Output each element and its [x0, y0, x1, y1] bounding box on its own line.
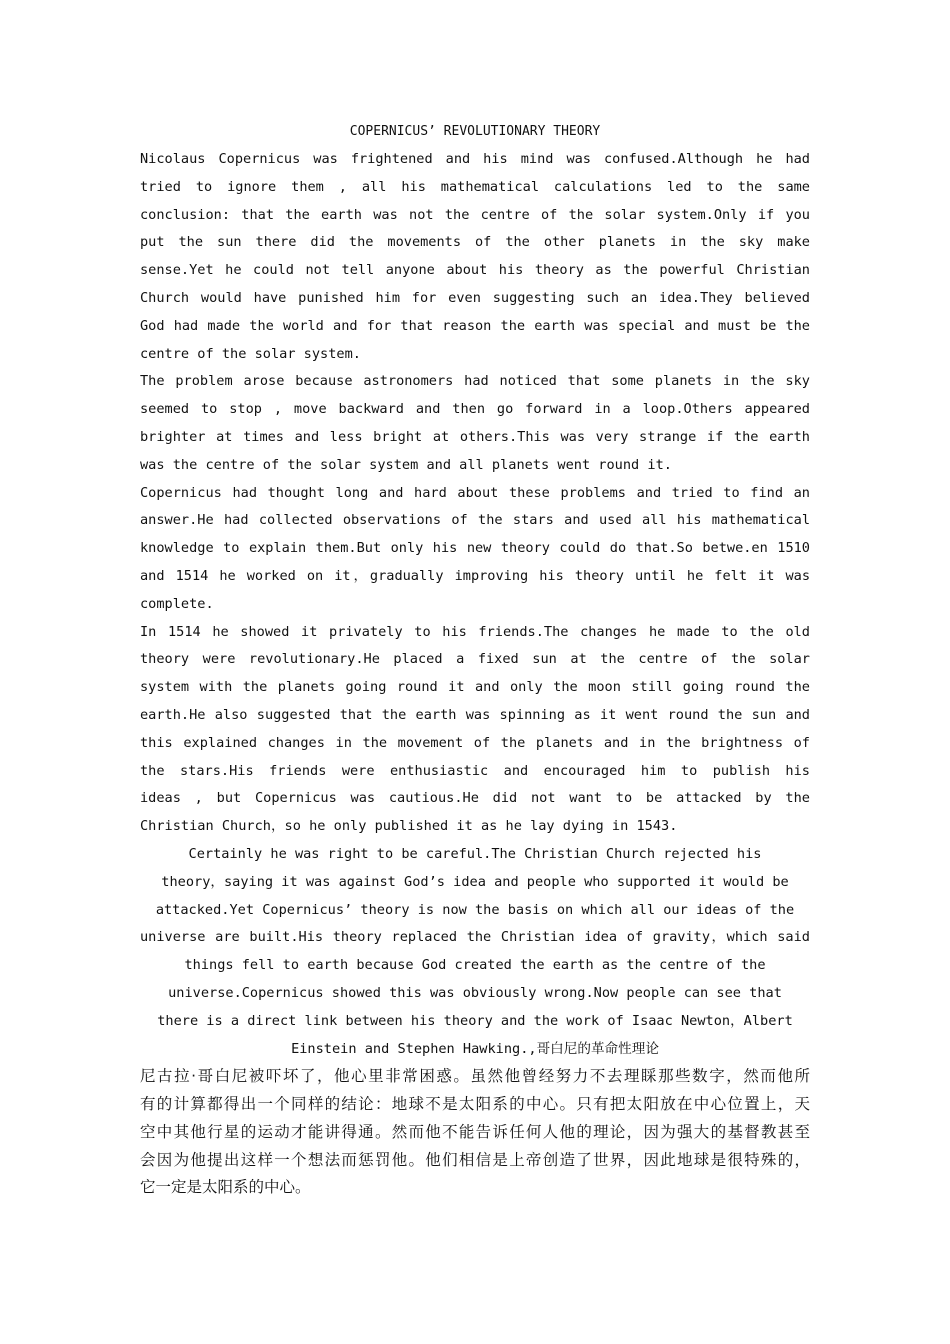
text-line: there is a direct link between his theory and the work of Isaac Newton，Albert	[157, 1012, 793, 1029]
text-line: 会因为他提出这样一个想法而惩罚他。他们相信是上帝创造了世界，因此地球是很特殊的，	[140, 1150, 810, 1169]
text-line: and 1514 he worked on it，gradually improving his theory until he felt it was	[140, 567, 810, 584]
text-line: knowledge to explain them.But only his new theory could do that.So betwe.en 1510	[140, 540, 810, 557]
text-line: 有的计算都得出一个同样的结论：地球不是太阳系的中心。只有把太阳放在中心位置上，天	[140, 1095, 810, 1114]
text-line: seemed to stop , move backward and then go forward in a loop.Others appeared	[140, 401, 810, 418]
text-line: this explained changes in the movement of the planets and in the brightness of	[140, 734, 810, 751]
chinese-paragraph	[140, 1063, 810, 1202]
text-line: was the centre of the solar system and all planets went round it.	[140, 456, 672, 473]
text-line: Copernicus had thought long and hard about these problems and tried to find an	[140, 484, 810, 501]
text-line: 尼古拉·哥白尼被吓坏了，他心里非常困惑。虽然他曾经努力不去理睬那些数字，然而他所	[140, 1067, 810, 1086]
paragraph-3	[140, 480, 810, 619]
text-line: The problem arose because astronomers had noticed that some planets in the sky	[140, 373, 810, 390]
text-line: Christian Church，so he only published it as he lay dying in 1543.	[140, 818, 678, 835]
document-title: COPERNICUS’ REVOLUTIONARY THEORY	[349, 124, 601, 139]
text-line: put the sun there did the movements of the other planets in the sky make	[140, 234, 810, 251]
text-line: sense.Yet he could not tell anyone about his theory as the powerful Christian	[140, 262, 810, 279]
text-line: universe are built.His theory replaced the Christian idea of gravity，which said	[140, 929, 810, 946]
paragraph-5	[140, 841, 810, 1063]
text-line: attacked.Yet Copernicus’ theory is now the basis on which all our ideas of the	[155, 901, 795, 918]
text-line: In 1514 he showed it privately to his friends.The changes he made to the old	[140, 623, 810, 640]
document-page	[140, 118, 810, 1202]
text-line: the stars.His friends were enthusiastic and encouraged him to publish his	[140, 762, 810, 779]
paragraph-2	[140, 368, 810, 479]
text-line: centre of the solar system.	[140, 345, 361, 362]
text-line: Nicolaus Copernicus was frightened and his mind was confused.Although he had	[140, 151, 810, 167]
text-line: conclusion: that the earth was not the centre of the solar system.Only if you	[140, 206, 810, 223]
paragraph-1	[140, 146, 810, 368]
text-line: Einstein and Stephen Hawking.,哥白尼的革命性理论	[291, 1040, 659, 1057]
text-line: theory，saying it was against God’s idea and people who supported it would be	[161, 873, 789, 890]
text-line: things fell to earth because God created the earth as the centre of the	[184, 957, 766, 974]
text-line: Church would have punished him for even suggesting such an idea.They believed	[140, 289, 810, 306]
text-line: earth.He also suggested that the earth was spinning as it went round the sun and	[140, 706, 810, 723]
text-line: God had made the world and for that reason the earth was special and must be the	[140, 317, 810, 334]
text-line: theory were revolutionary.He placed a fixed sun at the centre of the solar	[140, 651, 810, 668]
text-line: 空中其他行星的运动才能讲得通。然而他不能告诉任何人他的理论，因为强大的基督教甚至	[140, 1122, 810, 1141]
text-line: complete.	[140, 595, 214, 612]
text-line: universe.Copernicus showed this was obviously wrong.Now people can see that	[168, 984, 782, 1001]
text-line: tried to ignore them , all his mathematical calculations led to the same	[140, 178, 810, 195]
text-line: system with the planets going round it and only the moon still going round the	[140, 679, 810, 696]
text-line: 它一定是太阳系的中心。	[140, 1178, 311, 1197]
text-line: ideas , but Copernicus was cautious.He did not want to be attacked by the	[140, 790, 810, 807]
text-line: answer.He had collected observations of the stars and used all his mathematical	[140, 512, 810, 529]
text-line: brighter at times and less bright at others.This was very strange if the earth	[140, 428, 810, 445]
paragraph-4	[140, 619, 810, 841]
text-line: Certainly he was right to be careful.The Christian Church rejected his	[188, 845, 762, 862]
